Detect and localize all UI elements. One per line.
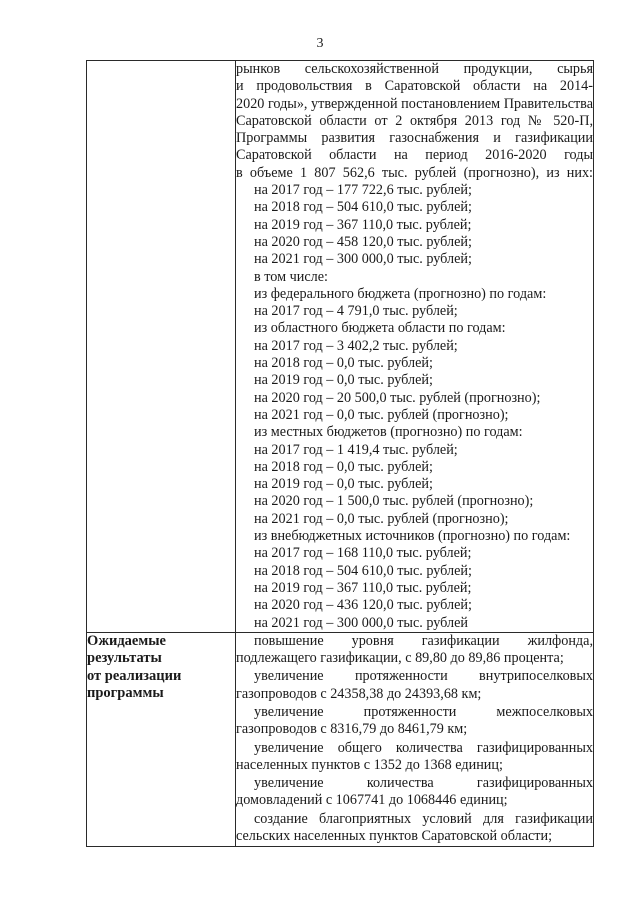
funding-item: из местных бюджетов (прогнозно) по годам: <box>254 424 523 441</box>
result-paragraph <box>236 811 593 846</box>
funding-item: на 2020 год – 20 500,0 тыс. рублей (прогнозно); <box>254 389 541 406</box>
funding-item: на 2020 год – 436 120,0 тыс. рублей; <box>254 597 472 614</box>
result-line: газопроводов с 8316,79 до 8461,79 км; <box>236 721 468 738</box>
funding-item: на 2017 год – 1 419,4 тыс. рублей; <box>254 441 458 458</box>
result-paragraph <box>236 633 593 668</box>
funding-item: в том числе: <box>254 268 328 285</box>
funding-item: на 2018 год – 0,0 тыс. рублей; <box>254 458 433 475</box>
funding-item: из областного бюджета области по годам: <box>254 320 506 337</box>
result-paragraph <box>236 775 593 810</box>
result-paragraph <box>236 740 593 775</box>
expected-results-label-line: от реализации <box>87 667 182 684</box>
expected-results-label-cell <box>87 632 236 847</box>
result-line: сельских населенных пунктов Саратовской области; <box>236 828 553 845</box>
result-line: увеличение количества газифицированных <box>254 775 593 792</box>
expected-results-content-cell <box>236 632 594 847</box>
funding-item: на 2021 год – 300 000,0 тыс. рублей; <box>254 251 472 268</box>
funding-item: на 2017 год – 4 791,0 тыс. рублей; <box>254 303 458 320</box>
funding-item: на 2018 год – 504 610,0 тыс. рублей; <box>254 199 472 216</box>
result-line: создание благоприятных условий для газификации <box>254 810 593 827</box>
funding-item: на 2021 год – 0,0 тыс. рублей (прогнозно); <box>254 406 509 423</box>
funding-item: на 2017 год – 3 402,2 тыс. рублей; <box>254 337 458 354</box>
funding-line: Саратовской области на период 2016-2020 годы <box>236 147 593 164</box>
result-line: подлежащего газификации, с 89,80 до 89,86 процента; <box>236 650 564 667</box>
result-line: увеличение общего количества газифицированных <box>254 739 593 756</box>
funding-item: на 2017 год – 168 110,0 тыс. рублей; <box>254 545 472 562</box>
result-line: увеличение протяженности внутрипоселковых <box>254 668 593 685</box>
program-passport-table <box>86 60 594 847</box>
funding-item: на 2019 год – 0,0 тыс. рублей; <box>254 372 433 389</box>
funding-label-cell <box>87 61 236 633</box>
funding-line: и продовольствия в Саратовской области на 2014- <box>236 78 593 95</box>
result-paragraph <box>236 704 593 739</box>
funding-item: на 2019 год – 367 110,0 тыс. рублей; <box>254 579 472 596</box>
funding-item: на 2017 год – 177 722,6 тыс. рублей; <box>254 182 472 199</box>
funding-item: из федерального бюджета (прогнозно) по годам: <box>254 285 547 302</box>
expected-results-row <box>87 632 594 847</box>
funding-line: 2020 годы», утвержденной постановлением Правительства <box>236 95 593 112</box>
funding-item: на 2019 год – 367 110,0 тыс. рублей; <box>254 216 472 233</box>
funding-item: на 2018 год – 0,0 тыс. рублей; <box>254 355 433 372</box>
funding-item: на 2020 год – 1 500,0 тыс. рублей (прогнозно); <box>254 493 534 510</box>
result-line: газопроводов с 24358,38 до 24393,68 км; <box>236 685 482 702</box>
expected-results-label-line: программы <box>87 685 164 702</box>
result-line: населенных пунктов с 1352 до 1368 единиц; <box>236 756 503 773</box>
funding-line: Саратовской области от 2 октября 2013 год № 520-П, <box>236 112 593 129</box>
funding-item: на 2021 год – 0,0 тыс. рублей (прогнозно); <box>254 510 509 527</box>
expected-results-label-line: результаты <box>87 650 162 667</box>
funding-line: Программы развития газоснабжения и газификации <box>236 130 593 147</box>
funding-item: из внебюджетных источников (прогнозно) по годам: <box>254 528 571 545</box>
funding-item: на 2021 год – 300 000,0 тыс. рублей <box>254 614 468 631</box>
expected-results-label-line: Ожидаемые <box>87 632 166 649</box>
result-line: домовладений с 1067741 до 1068446 единиц; <box>236 792 508 809</box>
result-paragraph <box>236 668 593 703</box>
funding-item: на 2020 год – 458 120,0 тыс. рублей; <box>254 233 472 250</box>
funding-item: на 2019 год – 0,0 тыс. рублей; <box>254 476 433 493</box>
result-line: увеличение протяженности межпоселковых <box>254 703 593 720</box>
funding-line: рынков сельскохозяйственной продукции, сырья <box>236 61 593 77</box>
result-line: повышение уровня газификации жилфонда, <box>254 632 593 649</box>
funding-content-cell <box>236 61 594 633</box>
funding-line: в объеме 1 807 562,6 тыс. рублей (прогнозно), из них: <box>236 164 593 181</box>
funding-item: на 2018 год – 504 610,0 тыс. рублей; <box>254 562 472 579</box>
funding-row <box>87 61 594 633</box>
page-number: 3 <box>316 36 324 51</box>
